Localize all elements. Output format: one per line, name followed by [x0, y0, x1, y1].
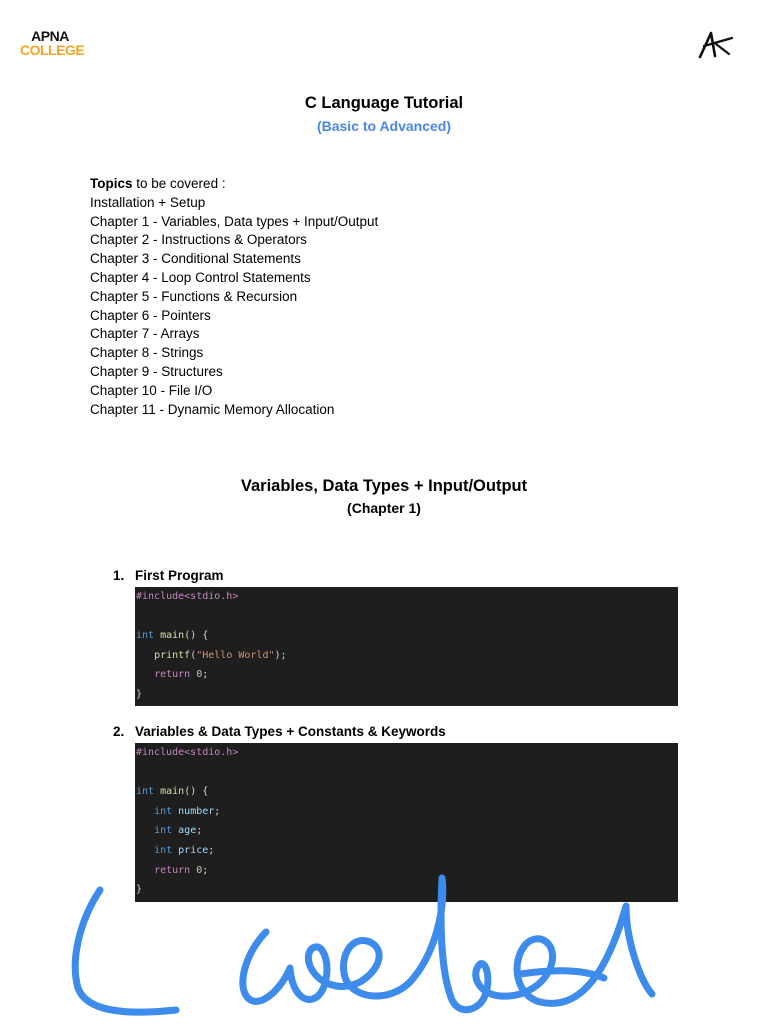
code-line: #include<stdio.h>: [136, 591, 239, 602]
topic-item: Chapter 2 - Instructions & Operators: [90, 232, 307, 248]
example-title: Variables & Data Types + Constants & Keywords: [135, 724, 446, 739]
example-number: 1.: [113, 568, 125, 583]
topic-item: Chapter 3 - Conditional Statements: [90, 251, 301, 267]
code-line: }: [136, 688, 143, 700]
example-heading-1: [113, 568, 224, 583]
page-subtitle: (Basic to Advanced): [316, 118, 452, 134]
code-line: printf("Hello World");: [154, 649, 287, 661]
topic-item: Chapter 10 - File I/O: [90, 382, 213, 398]
topic-item: Chapter 4 - Loop Control Statements: [90, 269, 311, 285]
topic-item: Chapter 9 - Structures: [90, 363, 223, 379]
code-line: return 0;: [154, 669, 209, 681]
topic-item: Chapter 5 - Functions & Recursion: [90, 288, 298, 304]
code-block-1: [135, 587, 678, 706]
handwritten-scribble: [0, 870, 768, 1024]
code-line: int main() {: [136, 630, 209, 642]
topics-bold-label: Topics: [90, 176, 133, 191]
logo-line-2: COLLEGE: [20, 42, 85, 58]
code-line: return 0;: [154, 864, 209, 876]
topics-intro-text: to be covered :: [132, 176, 226, 191]
topic-item: Chapter 7 - Arrays: [90, 326, 200, 342]
code-line: int age;: [154, 825, 203, 837]
section-subtitle: (Chapter 1): [347, 500, 421, 516]
page-title: C Language Tutorial: [304, 94, 464, 112]
example-title: First Program: [135, 568, 224, 583]
section-title: Variables, Data Types + Input/Output: [240, 477, 528, 495]
topic-item: Chapter 8 - Strings: [90, 345, 204, 361]
apna-college-logo: [20, 28, 85, 58]
code-line: int number;: [154, 805, 221, 817]
code-line: int main() {: [136, 786, 209, 798]
topics-list: [90, 175, 378, 419]
code-line: }: [136, 884, 143, 896]
signature-mark-icon: [696, 28, 736, 62]
example-heading-2: [113, 724, 446, 739]
example-number: 2.: [113, 724, 125, 739]
topics-intro: [90, 175, 378, 194]
code-line: #include<stdio.h>: [136, 747, 239, 758]
topic-item: Chapter 11 - Dynamic Memory Allocation: [90, 401, 335, 417]
topic-item: Chapter 1 - Variables, Data types + Input/Output: [90, 213, 379, 229]
code-line: int price;: [154, 844, 215, 856]
topic-item: Installation + Setup: [90, 194, 206, 210]
code-line: [136, 763, 677, 783]
topic-item: Chapter 6 - Pointers: [90, 307, 211, 323]
logo-line-1: APNA: [31, 28, 69, 44]
code-line: [136, 607, 677, 627]
